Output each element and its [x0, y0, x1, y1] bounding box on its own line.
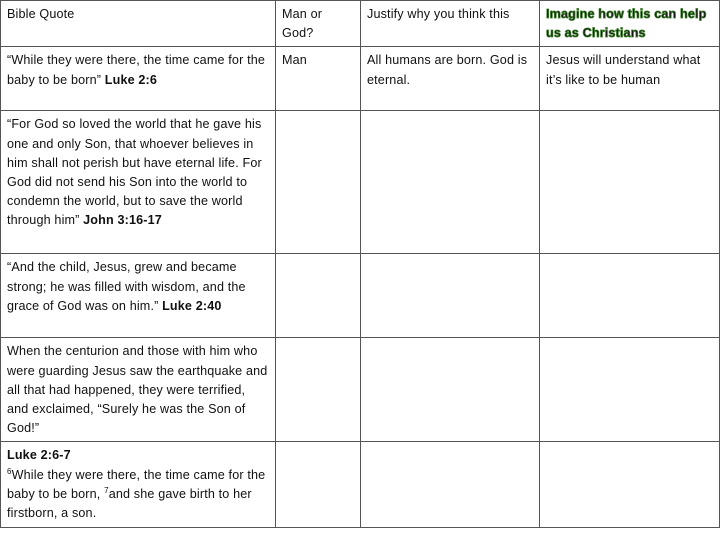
verse-number: 6 — [7, 466, 12, 476]
imagine-cell[interactable] — [540, 442, 720, 528]
imagine-cell[interactable] — [540, 111, 720, 254]
quote-text: “While they were there, the time came for the baby to be born” — [7, 53, 266, 87]
imagine-cell[interactable] — [540, 254, 720, 338]
imagine-cell[interactable] — [540, 338, 720, 442]
quote-cell — [1, 111, 276, 254]
quote-text: “And the child, Jesus, grew and became strong; he was filled with wisdom, and the grace of God was on him.” — [7, 260, 246, 313]
header-bible-quote: Bible Quote — [1, 1, 276, 47]
answer-cell[interactable] — [276, 442, 361, 528]
justify-cell[interactable] — [361, 254, 540, 338]
justify-cell[interactable] — [361, 111, 540, 254]
table-row — [1, 47, 720, 111]
quote-text: When the centurion and those with him who were guarding Jesus saw the earthquake and all that had happened, they were terrified, and exclaimed, “Surely he was the Son of God!” — [7, 344, 268, 436]
header-justify: Justify why you think this — [361, 1, 540, 47]
quote-text: While they were there, the time came for the baby to be born, — [7, 467, 266, 501]
answer-cell[interactable] — [276, 111, 361, 254]
quote-reference: Luke 2:40 — [162, 298, 222, 313]
quote-cell — [1, 47, 276, 111]
header-man-or-god: Man or God? — [276, 1, 361, 47]
header-imagine: Imagine how this can help us as Christians — [540, 1, 720, 47]
justify-cell[interactable]: All humans are born. God is eternal. — [361, 47, 540, 111]
answer-cell[interactable]: Man — [276, 47, 361, 111]
quote-text: “For God so loved the world that he gave his one and only Son, that whoever believes in him shall not perish but have eternal life. For God did not send his Son into the world to condemn the world, but to save the world through him” — [7, 117, 262, 228]
answer-cell[interactable] — [276, 338, 361, 442]
header-row — [1, 1, 720, 47]
verse-number: 7 — [104, 485, 109, 495]
justify-cell[interactable] — [361, 442, 540, 528]
quote-text: and she gave birth to her firstborn, a son. — [7, 486, 252, 521]
quote-reference: Luke 2:6 — [104, 72, 158, 87]
justify-cell[interactable] — [361, 338, 540, 442]
table-row — [1, 338, 720, 442]
quote-reference: John 3:16-17 — [83, 213, 162, 228]
table-row — [1, 111, 720, 254]
table-row — [1, 254, 720, 338]
quote-reference: Luke 2:6-7 — [7, 448, 71, 463]
quote-cell — [1, 254, 276, 338]
imagine-cell[interactable]: Jesus will understand what it’s like to be human — [540, 47, 720, 111]
quote-cell — [1, 442, 276, 528]
answer-cell[interactable] — [276, 254, 361, 338]
quote-cell — [1, 338, 276, 442]
table-row — [1, 442, 720, 528]
